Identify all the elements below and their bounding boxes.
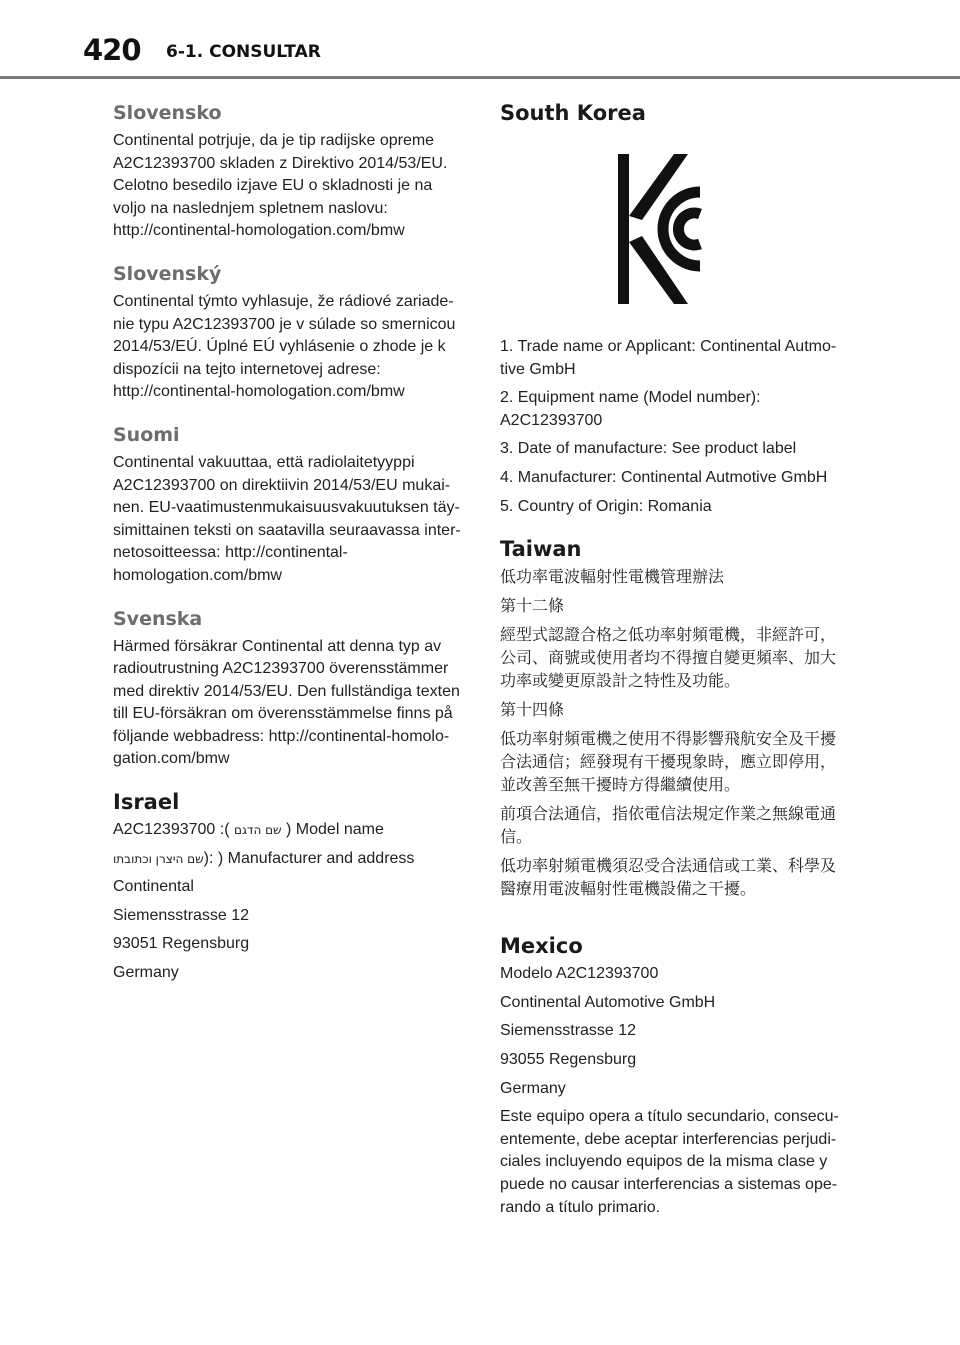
section-svenska <box>113 602 461 772</box>
section-slovensky <box>113 257 461 404</box>
text-slovensky: Continental týmto vyhlasuje, že rádiové zariade-nie typu A2C12393700 je v súlade so smernicou 2014/53/EÚ. Úplné EÚ vyhlásenie o zhode je k dispozícii na tejto internetovej adrese: http://continental-homologation.com/bmw <box>113 292 456 401</box>
heading-israel: Israel <box>113 790 180 815</box>
taiwan-paragraph: 前項合法通信，指依電信法規定作業之無線電通信。 <box>500 806 837 847</box>
israel-model-suffix: ) Model name <box>286 821 384 839</box>
heading-suomi: Suomi <box>113 423 180 446</box>
israel-address-line: Continental <box>113 878 194 896</box>
heading-south-korea: South Korea <box>500 101 646 125</box>
taiwan-paragraph: 第十二條 <box>500 598 565 616</box>
mexico-line: 93055 Regensburg <box>500 1050 637 1068</box>
israel-address-line: 93051 Regensburg <box>113 935 250 953</box>
israel-manufacturer-suffix: ): ) Manufacturer and address <box>203 849 415 867</box>
kc-mark-icon <box>612 150 730 308</box>
israel-address-line: Germany <box>113 964 179 982</box>
section-israel <box>113 785 461 985</box>
mexico-line: Continental Automotive GmbH <box>500 993 716 1011</box>
mexico-line: Modelo A2C12393700 <box>500 965 659 983</box>
israel-model-prefix: A2C12393700 :( <box>113 821 230 839</box>
section-slovensko <box>113 96 461 243</box>
text-slovensko: Continental potrjuje, da je tip radijske opreme A2C12393700 skladen z Direktivo 2014/53/EU. Celotno besedilo izjave EU o skladnosti je na voljo na naslednjem spletnem naslovu: http://continental-homologation.com/bmw <box>113 132 448 240</box>
page-number: 420 <box>83 33 141 67</box>
israel-manufacturer-hebrew: שם היצרן וכתובתו <box>113 851 204 866</box>
page-header <box>0 0 960 80</box>
heading-slovensky: Slovenský <box>113 262 222 285</box>
korea-info-item: 3. Date of manufacture: See product label <box>500 440 797 458</box>
israel-address-line: Siemensstrasse 12 <box>113 906 250 924</box>
taiwan-paragraph: 低功率射頻電機須忍受合法通信或工業、科學及醫療用電波輻射性電機設備之干擾。 <box>500 858 837 899</box>
israel-model-hebrew: שם הדגם <box>233 823 282 838</box>
heading-taiwan: Taiwan <box>500 537 582 562</box>
section-suomi <box>113 418 461 588</box>
korea-info-item: 4. Manufacturer: Continental Autmotive GmbH <box>500 468 828 486</box>
mexico-line: Siemensstrasse 12 <box>500 1022 637 1040</box>
heading-svenska: Svenska <box>113 607 203 630</box>
mexico-line: Germany <box>500 1079 566 1097</box>
mexico-disclaimer: Este equipo opera a título secundario, consecu-entemente, debe aceptar interferencias perjudi-ciales incluyendo equipos de la misma clase y puede no causar interferencias a sistemas ope-rando a título primario. <box>500 1108 839 1216</box>
left-column <box>113 96 461 999</box>
section-mexico <box>500 929 842 1219</box>
korea-info-item: 2. Equipment name (Model number): A2C12393700 <box>500 389 761 429</box>
israel-manufacturer-line <box>113 848 461 871</box>
section-south-korea <box>500 96 842 518</box>
heading-slovensko: Slovensko <box>113 102 222 124</box>
section-taiwan <box>500 532 842 901</box>
israel-model-line <box>113 819 461 842</box>
header-divider <box>0 76 960 79</box>
text-suomi: Continental vakuuttaa, että radiolaitetyyppi A2C12393700 on direktiivin 2014/53/EU mukai-nen. EU-vaatimustenmukaisuusvakuutuksen täy-simittainen teksti on saatavilla seuraavassa inter-netosoitteessa: http://continental-homologation.com/bmw <box>113 453 461 584</box>
right-column <box>500 96 842 1233</box>
taiwan-paragraph: 低功率射頻電機之使用不得影響飛航安全及干擾合法通信；經發現有干擾現象時，應立即停用，並改善至無干擾時方得繼續使用。 <box>500 731 837 795</box>
korea-info-item: 5. Country of Origin: Romania <box>500 497 712 515</box>
heading-mexico: Mexico <box>500 934 583 959</box>
taiwan-paragraph: 經型式認證合格之低功率射頻電機，非經許可，公司、商號或使用者均不得擅自變更頻率、加大功率或變更原設計之特性及功能。 <box>500 627 837 691</box>
taiwan-paragraph: 第十四條 <box>500 702 565 720</box>
korea-info-item: 1. Trade name or Applicant: Continental Autmo-tive GmbH <box>500 338 837 378</box>
text-svenska: Härmed försäkrar Continental att denna typ av radioutrustning A2C12393700 överensstämmer med direktiv 2014/53/EU. Den fullständiga texten till EU-försäkran om överensstämmelse finns på följande webbadress: http://continental-homolo-gation.com/bmw <box>113 637 460 768</box>
section-title: 6-1. CONSULTAR <box>166 42 321 62</box>
taiwan-paragraph: 低功率電波輻射性電機管理辦法 <box>500 569 725 587</box>
